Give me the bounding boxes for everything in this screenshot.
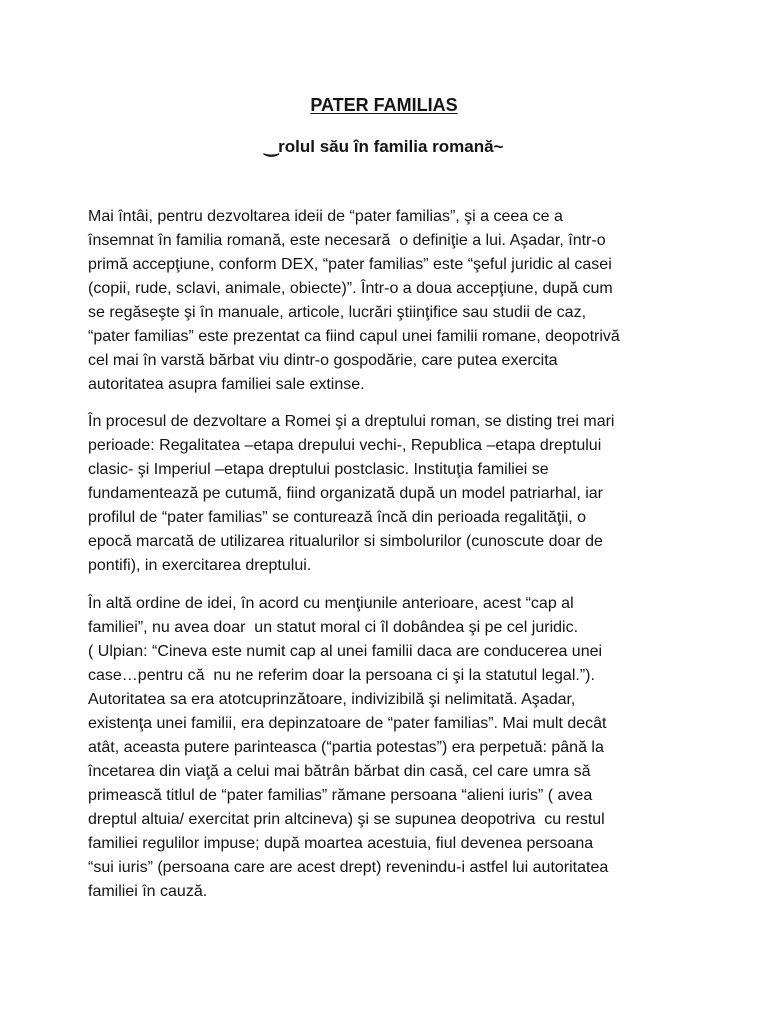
paragraph-line: autoritatea asupra familiei sale extinse. [88, 376, 365, 393]
paragraph-line: clasic- şi Imperiul –etapa dreptului postclasic. Instituţia familiei se [88, 461, 549, 478]
document-title: PATER FAMILIAS [310, 95, 458, 115]
paragraph-line: profilul de “pater familias” se conturează încă din perioada regalităţii, o [88, 509, 587, 526]
paragraph-2 [88, 410, 748, 578]
paragraph-line: pontifi), in exercitarea dreptului. [88, 557, 312, 574]
paragraph-line: existenţa unei familii, era depinzatoare de “pater familias”. Mai mult decât [88, 715, 607, 732]
paragraph-line: perioade: Regalitatea –etapa drepului vechi-, Republica –etapa dreptului [88, 437, 602, 454]
paragraph-line: primă accepţiune, conform DEX, “pater familias” este “şeful juridic al casei [88, 256, 612, 273]
paragraph-line: se regăseşte şi în manuale, articole, lucrări ştiinţifice sau studii de caz, [88, 304, 587, 321]
paragraph-line: În altă ordine de idei, în acord cu menţiunile anterioare, acest “cap al [88, 595, 574, 612]
paragraph-3 [88, 592, 748, 904]
paragraph-1 [88, 205, 748, 397]
paragraph-line: (copii, rude, sclavi, animale, obiecte)”. Într-o a doua accepţiune, după cum [88, 280, 613, 297]
paragraph-line: În procesul de dezvoltare a Romei şi a dreptului roman, se disting trei mari [88, 413, 615, 430]
paragraph-line: “sui iuris” (persoana care are acest drept) revenindu-i astfel lui autoritatea [88, 859, 609, 876]
paragraph-line: dreptul altuia/ exercitat prin altcineva) şi se supunea deopotriva cu restul [88, 811, 605, 828]
paragraph-line: epocă marcată de utilizarea ritualurilor si simbolurilor (cunoscute doar de [88, 533, 603, 550]
paragraph-line: familiei regulilor impuse; după moartea acestuia, fiul devenea persoana [88, 835, 594, 852]
paragraph-line: familiei în cauză. [88, 883, 208, 900]
paragraph-line: fundamentează pe cutumă, fiind organizată după un model patriarhal, iar [88, 485, 603, 502]
paragraph-line: “pater familias” este prezentat ca fiind capul unei familii romane, deopotrivă [88, 328, 620, 345]
paragraph-line: familiei”, nu avea doar un statut moral ci îl dobândea şi pe cel juridic. [88, 619, 579, 636]
paragraph-line: ( Ulpian: “Cineva este numit cap al unei familii daca are conducerea unei [88, 643, 603, 660]
document-subtitle: ‿rolul său în familia romană~ [264, 137, 504, 156]
paragraph-line: primească titlul de “pater familias” rămane persoana “alieni iuris” ( avea [88, 787, 593, 804]
paragraph-line: atât, aceasta putere parinteasca (“partia potestas”) era perpetuă: până la [88, 739, 604, 756]
paragraph-line: însemnat în familia romană, este necesară o definiţie a lui. Aşadar, într-o [88, 232, 606, 249]
paragraph-line: cel mai în varstă bărbat viu dintr-o gospodărie, care putea exercita [88, 352, 558, 369]
paragraph-line: case…pentru că nu ne referim doar la persoana ci şi la statutul legal.”). [88, 667, 595, 684]
paragraph-line: Mai întâi, pentru dezvoltarea ideii de “pater familias”, şi a ceea ce a [88, 208, 563, 225]
paragraph-line: încetarea din viaţă a celui mai bătrân bărbat din casă, cel care umra să [88, 763, 591, 780]
paragraph-line: Autoritatea sa era atotcuprinzătoare, indivizibilă şi nelimitată. Aşadar, [88, 691, 576, 708]
